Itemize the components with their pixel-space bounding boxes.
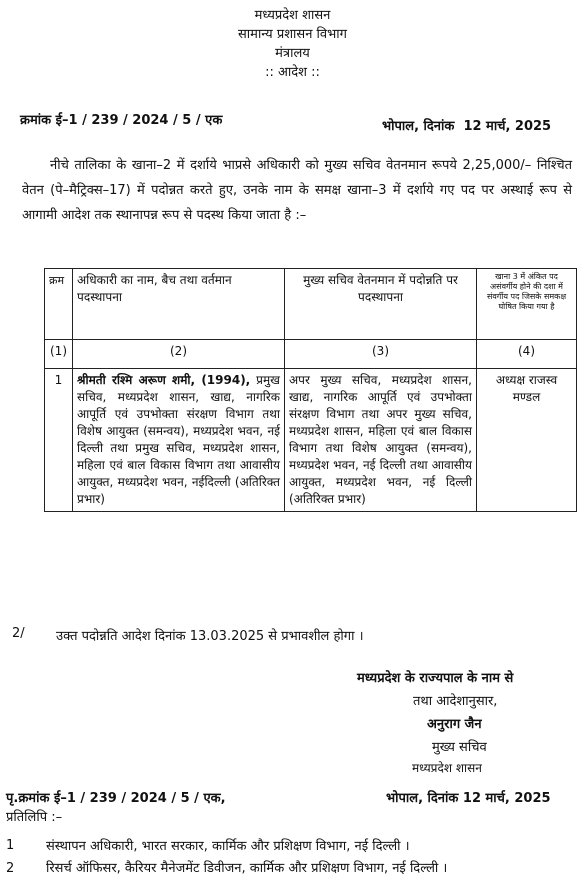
officer-name: श्रीमती रश्मि अरूण शमी, (1994),	[77, 373, 251, 387]
officer-current-posting: प्रमुख सचिव, मध्यप्रदेश शासन, खाद्य, नागरिक आपूर्ति एवं उपभोक्ता संरक्षण विभाग तथा विशेष आयुक्त (समन्वय), मध्यप्रदेश भवन, नई दिल्ली तथा प्रमुख सचिव, मध्यप्रदेश शासन, महिला एवं बाल विकास विभाग तथा आवासीय आयुक्त, मध्यप्रदेश भवन, नईदिल्ली (अतिरिक्त प्रभार)	[77, 373, 280, 506]
intro-text: नीचे तालिका के खाना–2 में दर्शाये भाप्रसे अधिकारी को मुख्य सचिव वेतनमान रूपये 2,25,000/– निश्चित वेतन (पे–मैट्रिक्स–17) में पदोन्नत करते हुए, उनके नाम के समक्ष खाना–3 में दर्शाये गए पद पर अस्थाई रूप से आगामी आदेश तक स्थानापन्न रूप से पदस्थ किया जाता है :–	[22, 158, 572, 223]
officer-cell	[73, 369, 285, 512]
place-date-label: भोपाल, दिनांक	[382, 119, 455, 134]
table-header-row	[45, 269, 577, 340]
authority-line-2: तथा आदेशानुसार,	[413, 694, 498, 709]
govt-name: मध्यप्रदेश शासन	[254, 8, 331, 23]
list-item: संस्थापन अधिकारी, भारत सरकार, कार्मिक और प्रशिक्षण विभाग, नई दिल्ली ।	[46, 839, 410, 854]
para2-number: 2/	[12, 626, 25, 641]
letterhead	[0, 6, 585, 82]
col-number: (4)	[477, 340, 577, 369]
col-number: (3)	[285, 340, 477, 369]
authority-line: मध्यप्रदेश के राज्यपाल के नाम से	[357, 671, 514, 686]
order-place-date	[382, 116, 551, 134]
endorsement-number: पृ.क्रमांक ई–1 / 239 / 2024 / 5 / एक,	[6, 791, 226, 806]
order-title: :: आदेश ::	[265, 65, 320, 80]
header-new-posting: मुख्य सचिव वेतनमान में पदोन्नति पर पदस्थापना	[285, 269, 477, 340]
signatory-office: मध्यप्रदेश शासन	[412, 761, 482, 775]
order-date: 12 मार्च, 2025	[463, 119, 552, 134]
order-number: क्रमांक ई–1 / 239 / 2024 / 5 / एक	[20, 113, 223, 128]
place-date-label: भोपाल, दिनांक	[386, 791, 459, 806]
signatory-designation: मुख्य सचिव	[432, 740, 487, 755]
signatory-name: अनुराग जैन	[427, 717, 482, 732]
column-number-row	[45, 340, 577, 369]
department-name: सामान्य प्रशासन विभाग	[238, 27, 347, 42]
list-item-number: 1	[6, 838, 15, 853]
endorsement-place-date	[386, 788, 551, 806]
equivalent-post-cell: अध्यक्ष राजस्व मण्डल	[477, 369, 577, 512]
row-sno: 1	[45, 369, 73, 512]
table-row	[45, 369, 577, 512]
para2-text: उक्त पदोन्नति आदेश दिनांक 13.03.2025 से प्रभावशील होगा ।	[56, 629, 364, 644]
new-posting-cell: अपर मुख्य सचिव, मध्यप्रदेश शासन, खाद्य, नागरिक आपूर्ति एवं उपभोक्ता संरक्षण विभाग तथा अपर मुख्य सचिव, मध्यप्रदेश शासन, महिला एवं बाल विकास विभाग तथा विशेष आयुक्त (समन्वय), मध्यप्रदेश भवन, नई दिल्ली तथा आवासीय आयुक्त, मध्यप्रदेश भवन, नई दिल्ली (अतिरिक्त प्रभार)	[285, 369, 477, 512]
intro-paragraph	[22, 153, 572, 228]
endorsement-date: 12 मार्च, 2025	[462, 791, 551, 806]
list-item: रिसर्च ऑफिसर, कैरियर मैनेजमेंट डिवीजन, कार्मिक और प्रशिक्षण विभाग, नई दिल्ली ।	[46, 861, 448, 876]
copy-label: प्रतिलिपि :–	[6, 810, 63, 825]
secretariat-name: मंत्रालय	[275, 46, 310, 61]
header-sno: क्रम	[45, 269, 73, 340]
header-equivalent-post: खाना 3 में अंकित पद असंवर्गीय होने की दशा में संवर्गीय पद जिसके समकक्ष घोषित किया गया है	[477, 269, 577, 340]
col-number: (2)	[73, 340, 285, 369]
postings-table	[44, 268, 577, 512]
col-number: (1)	[45, 340, 73, 369]
header-officer: अधिकारी का नाम, बैच तथा वर्तमान पदस्थापना	[73, 269, 285, 340]
list-item-number: 2	[6, 861, 15, 876]
